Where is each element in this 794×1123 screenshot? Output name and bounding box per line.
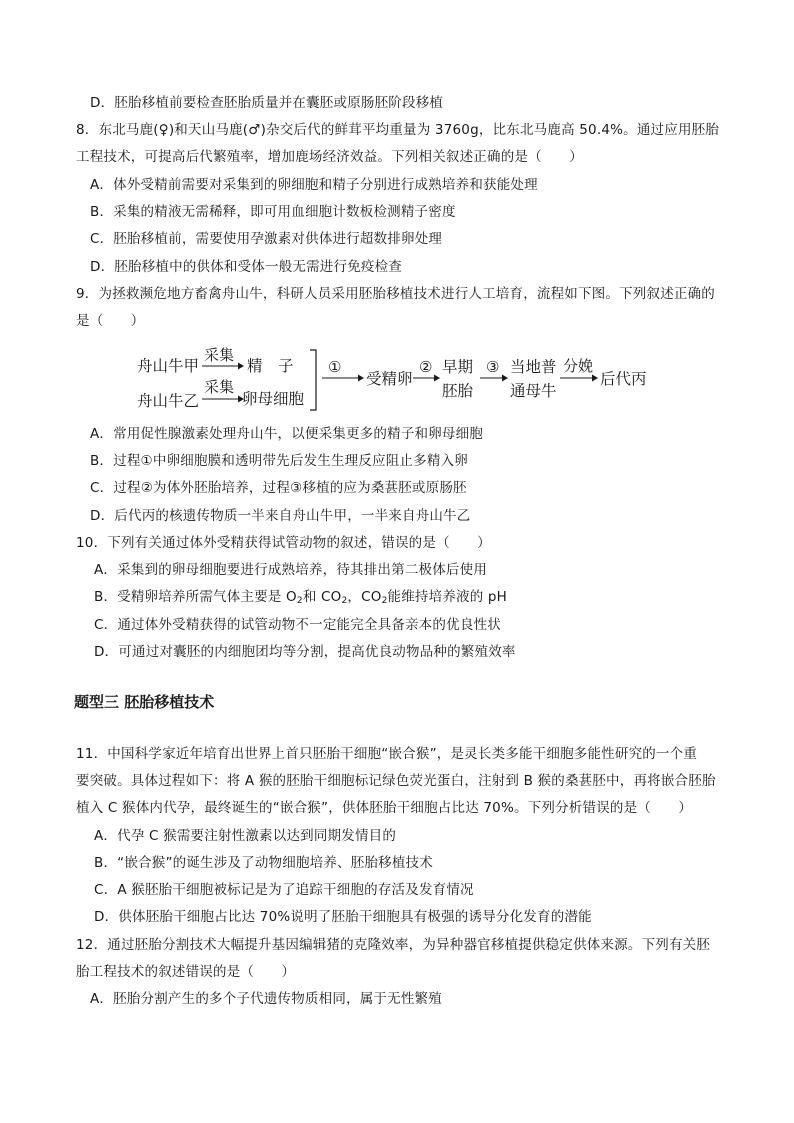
diagram-collect-a: 采集 <box>204 346 235 364</box>
diagram-recipient-line-2: 通母牛 <box>510 382 557 400</box>
q8-stem-line-2: 工程技术，可提高后代繁殖率，增加鹿场经济效益。下列相关叙述正确的是（ ） <box>76 149 583 165</box>
q11-stem-line-1: 11．中国科学家近年培育出世界上首只胚胎干细胞“嵌合猴”，是灵长类多能干细胞多能性研究的一个重 <box>76 746 698 762</box>
diagram-source-b: 舟山牛乙 <box>137 392 200 410</box>
diagram-oocyte: 卵母细胞 <box>242 390 305 408</box>
q9-option-d: D．后代丙的核遗传物质一半来自舟山牛甲，一半来自舟山牛乙 <box>90 508 471 524</box>
diagram-step-1: ① <box>328 358 342 376</box>
q12-option-a: A．胚胎分割产生的多个子代遗传物质相同，属于无性繁殖 <box>90 991 442 1007</box>
diagram-collect-b: 采集 <box>204 378 235 396</box>
q11-option-d: D．供体胚胎干细胞占比达 70%说明了胚胎干细胞具有极强的诱导分化发育的潜能 <box>94 909 592 925</box>
q8-option-c: C．胚胎移植前，需要使用孕激素对供体进行超数排卵处理 <box>90 231 443 247</box>
diagram-recipient-line-1: 当地普 <box>510 358 557 376</box>
q8-stem-line-1: 8．东北马鹿(♀)和天山马鹿(♂)杂交后代的鲜茸平均重量为 3760g，比东北马鹿高 50.4%。通过应用胚胎 <box>76 122 720 138</box>
q8-option-a: A．体外受精前需要对采集到的卵细胞和精子分别进行成熟培养和获能处理 <box>90 177 538 193</box>
q12-stem-line-1: 12．通过胚胎分割技术大幅提升基因编辑猪的克隆效率，为异种器官移植提供稳定供体来源。下列有关胚 <box>76 937 711 953</box>
diagram-zygote: 受精卵 <box>366 370 413 388</box>
diagram-sperm: 精 子 <box>247 357 294 375</box>
diagram-step-2: ② <box>419 358 433 376</box>
q8-option-b: B．采集的精液无需稀释，即可用血细胞计数板检测精子密度 <box>90 204 456 220</box>
section-heading: 题型三 胚胎移植技术 <box>74 693 215 711</box>
q10-option-b: B．受精卵培养所需气体主要是 $O_2$和 $CO_2$，$CO_2$能维持培养液的 pH <box>94 589 508 606</box>
q11-option-c: C．A 猴胚胎干细胞被标记是为了追踪干细胞的存活及发育情况 <box>94 882 474 898</box>
diagram-early-embryo-line-1: 早期 <box>442 358 474 376</box>
diagram-bracket <box>310 350 316 410</box>
q11-stem-line-2: 要突破。具体过程如下：将 A 猴的胚胎干细胞标记绿色荧光蛋白，注射到 B 猴的桑葚胚中，再将嵌合胚胎 <box>76 773 716 789</box>
q9-option-a: A．常用促性腺激素处理舟山牛，以便采集更多的精子和卵母细胞 <box>90 426 484 442</box>
diagram-offspring: 后代丙 <box>600 370 647 388</box>
diagram-early-embryo-line-2: 胚胎 <box>442 382 474 400</box>
arrowhead-step-3 <box>502 375 508 382</box>
q9-option-b: B．过程①中卵细胞膜和透明带先后发生生理反应阻止多精入卵 <box>90 453 468 469</box>
arrowhead-step-2 <box>434 375 440 382</box>
q10-option-a: A．采集到的卵母细胞要进行成熟培养，待其排出第二极体后使用 <box>94 562 488 578</box>
diagram-birth: 分娩 <box>563 357 594 375</box>
q11-option-a: A．代孕 C 猴需要注射性激素以达到同期发情目的 <box>94 828 397 844</box>
q10-option-c: C．通过体外受精获得的试管动物不一定能完全具备亲本的优良性状 <box>94 617 501 633</box>
q12-stem-line-2: 胎工程技术的叙述错误的是（ ） <box>76 964 296 980</box>
q9-option-c: C．过程②为体外胚胎培养，过程③移植的应为桑葚胚或原肠胚 <box>90 480 467 496</box>
q9-stem-line-2: 是（ ） <box>76 313 145 329</box>
diagram-step-3: ③ <box>486 358 500 376</box>
q10-stem: 10．下列有关通过体外受精获得试管动物的叙述，错误的是（ ） <box>76 535 491 551</box>
q11-stem-line-3: 植入 C 猴体内代孕，最终诞生的“嵌合猴”，供体胚胎干细胞占比达 70%。下列分析错误的是（ ） <box>76 800 693 816</box>
q8-option-d: D．胚胎移植中的供体和受体一般无需进行免疫检查 <box>90 259 402 275</box>
arrowhead-birth <box>592 375 598 382</box>
q10-option-d: D．可通过对囊胚的内细胞团均等分割，提高优良动物品种的繁殖效率 <box>94 644 516 660</box>
q9-stem-line-1: 9．为拯救濒危地方畜禽舟山牛，科研人员采用胚胎移植技术进行人工培育，流程如下图。下列叙述正确的 <box>76 286 715 302</box>
diagram-source-a: 舟山牛甲 <box>137 357 200 375</box>
arrowhead-step-1 <box>358 375 364 382</box>
q7-option-d: D．胚胎移植前要检查胚胎质量并在囊胚或原肠胚阶段移植 <box>90 95 444 111</box>
q11-option-b: B．“嵌合猴”的诞生涉及了动物细胞培养、胚胎移植技术 <box>94 855 433 871</box>
flow-diagram <box>130 340 670 420</box>
arrowhead-collect-a <box>238 363 244 370</box>
